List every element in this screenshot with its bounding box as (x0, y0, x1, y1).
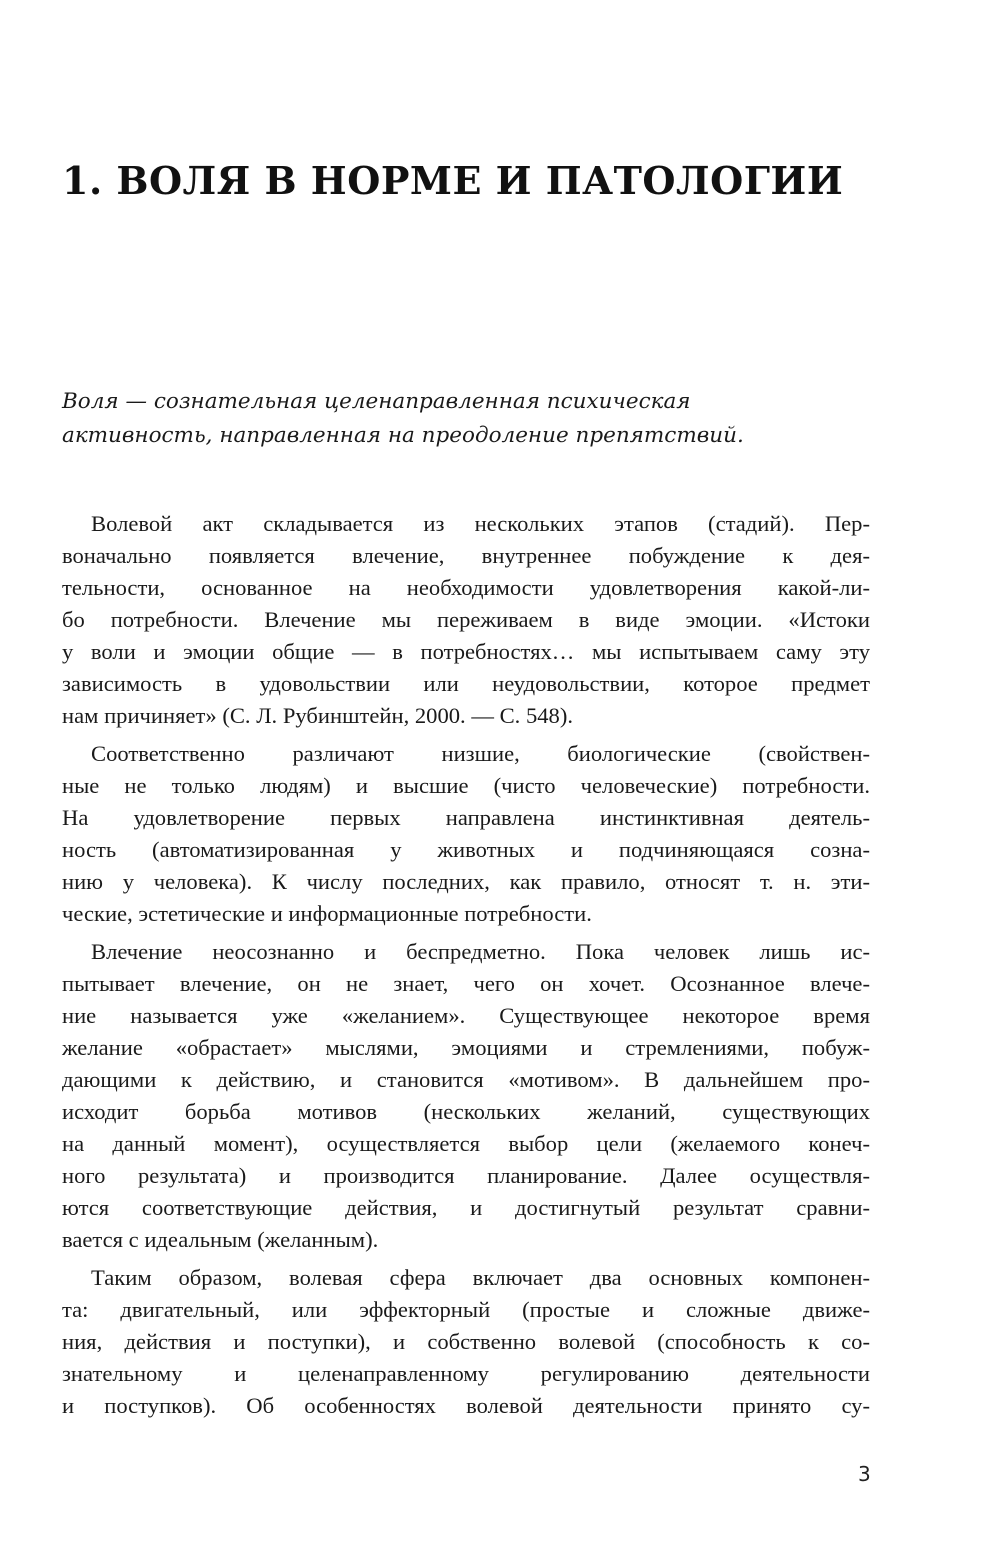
text-line: знательному и целенаправленному регулированию деятельности (62, 1361, 870, 1386)
paragraph (62, 936, 870, 1256)
chapter-title: 1. ВОЛЯ В НОРМЕ И ПАТОЛОГИИ (62, 158, 844, 203)
text-line: и поступков). Об особенностях волевой деятельности принято су- (62, 1393, 870, 1418)
text-line: нию у человека). К числу последних, как правило, относят т. н. эти- (62, 869, 870, 894)
epigraph-line: активность, направленная на преодоление препятствий. (62, 423, 744, 448)
epigraph-line: Воля — сознательная целенаправленная психическая (62, 389, 691, 414)
text-line: исходит борьба мотивов (нескольких желаний, существующих (62, 1099, 870, 1124)
text-line: ние называется уже «желанием». Существующее некоторое время (62, 1003, 870, 1028)
text-line: на данный момент), осуществляется выбор цели (желаемого конеч- (62, 1131, 870, 1156)
text-line: ность (автоматизированная у животных и подчиняющаяся созна- (62, 837, 870, 862)
text-line: Таким образом, волевая сфера включает два основных компонен- (91, 1265, 870, 1290)
text-line: Влечение неосознанно и беспредметно. Пока человек лишь ис- (91, 939, 870, 964)
text-line: ческие, эстетические и информационные потребности. (62, 901, 592, 926)
text-line: дающими к действию, и становится «мотивом». В дальнейшем про- (62, 1067, 870, 1092)
paragraph (62, 1262, 870, 1422)
text-line: бо потребности. Влечение мы переживаем в виде эмоции. «Истоки (62, 607, 870, 632)
text-line: ного результата) и производится планирование. Далее осуществля- (62, 1163, 870, 1188)
text-line: зависимость в удовольствии или неудовольствии, которое предмет (62, 671, 870, 696)
text-line: желание «обрастает» мыслями, эмоциями и стремлениями, побуж- (62, 1035, 870, 1060)
text-line: та: двигательный, или эффекторный (простые и сложные движе- (62, 1297, 870, 1322)
text-line: воначально появляется влечение, внутреннее побуждение к дея- (62, 543, 870, 568)
text-line: ные не только людям) и высшие (чисто человеческие) потребности. (62, 773, 870, 798)
text-line: Волевой акт складывается из нескольких этапов (стадий). Пер- (91, 511, 870, 536)
body-text (62, 508, 870, 1428)
text-line: Соответственно различают низшие, биологические (свойствен- (91, 741, 870, 766)
text-line: ются соответствующие действия, и достигнутый результат сравни- (62, 1195, 870, 1220)
text-line: нам причиняет» (С. Л. Рубинштейн, 2000. — С. 548). (62, 703, 574, 728)
paragraph (62, 738, 870, 930)
text-line: у воли и эмоции общие — в потребностях… мы испытываем саму эту (62, 639, 870, 664)
epigraph (62, 385, 882, 453)
text-line: пытывает влечение, он не знает, чего он хочет. Осознанное влече- (62, 971, 870, 996)
text-line: На удовлетворение первых направлена инстинктивная деятель- (62, 805, 870, 830)
text-line: вается с идеальным (желанным). (62, 1227, 379, 1252)
text-line: тельности, основанное на необходимости удовлетворения какой-ли- (62, 575, 870, 600)
text-line: ния, действия и поступки), и собственно волевой (способность к со- (62, 1329, 870, 1354)
paragraph (62, 508, 870, 732)
page-number: 3 (858, 1462, 871, 1486)
